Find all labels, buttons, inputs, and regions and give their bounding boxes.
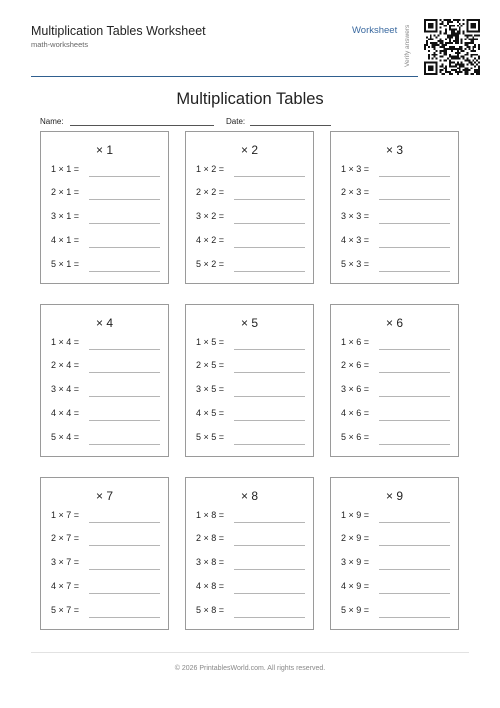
problem-text: 1 × 6 = xyxy=(341,337,370,347)
table-heading: × 4 xyxy=(95,316,113,330)
answer-line[interactable] xyxy=(379,223,450,224)
answer-line[interactable] xyxy=(89,444,160,445)
answer-line[interactable] xyxy=(234,545,305,546)
answer-line[interactable] xyxy=(89,223,160,224)
answer-line[interactable] xyxy=(379,372,450,373)
answer-line[interactable] xyxy=(89,593,160,594)
problem-text: 1 × 7 = xyxy=(51,510,80,520)
table-heading: × 7 xyxy=(95,489,113,503)
problem-text: 2 × 5 = xyxy=(196,360,225,370)
problem-text: 1 × 9 = xyxy=(341,510,370,520)
problem-text: 3 × 5 = xyxy=(196,384,225,394)
answer-line[interactable] xyxy=(89,372,160,373)
answer-line[interactable] xyxy=(379,349,450,350)
qr-code-icon[interactable] xyxy=(424,16,480,78)
answer-line[interactable] xyxy=(379,176,450,177)
table-heading: × 5 xyxy=(240,316,258,330)
table-box xyxy=(330,304,459,457)
problem-text: 3 × 2 = xyxy=(196,211,225,221)
problem-text: 4 × 8 = xyxy=(196,581,225,591)
problem-text: 3 × 3 = xyxy=(341,211,370,221)
problem-text: 3 × 4 = xyxy=(51,384,80,394)
problem-text: 4 × 7 = xyxy=(51,581,80,591)
answer-line[interactable] xyxy=(89,176,160,177)
problem-text: 1 × 1 = xyxy=(51,164,80,174)
answer-line[interactable] xyxy=(234,271,305,272)
table-box xyxy=(185,477,314,630)
problem-text: 2 × 4 = xyxy=(51,360,80,370)
problem-text: 5 × 5 = xyxy=(196,432,225,442)
problem-text: 5 × 6 = xyxy=(341,432,370,442)
answer-line[interactable] xyxy=(89,545,160,546)
answer-line[interactable] xyxy=(379,420,450,421)
answer-line[interactable] xyxy=(234,176,305,177)
footer-copyright: © 2026 PrintablesWorld.com. All rights reserved. xyxy=(174,665,326,672)
answer-line[interactable] xyxy=(234,247,305,248)
answer-line[interactable] xyxy=(234,420,305,421)
answer-line[interactable] xyxy=(379,569,450,570)
answer-line[interactable] xyxy=(234,199,305,200)
answer-line[interactable] xyxy=(89,271,160,272)
problem-text: 3 × 7 = xyxy=(51,557,80,567)
date-field[interactable] xyxy=(250,125,331,126)
problem-text: 2 × 2 = xyxy=(196,187,225,197)
answer-line[interactable] xyxy=(89,396,160,397)
answer-line[interactable] xyxy=(379,545,450,546)
problem-text: 5 × 8 = xyxy=(196,605,225,615)
problem-text: 5 × 9 = xyxy=(341,605,370,615)
problem-text: 4 × 3 = xyxy=(341,235,370,245)
answer-line[interactable] xyxy=(234,617,305,618)
problem-text: 5 × 7 = xyxy=(51,605,80,615)
table-box xyxy=(330,477,459,630)
problem-text: 5 × 1 = xyxy=(51,259,80,269)
table-box xyxy=(330,131,459,284)
answer-line[interactable] xyxy=(379,522,450,523)
problem-text: 5 × 4 = xyxy=(51,432,80,442)
problem-text: 3 × 9 = xyxy=(341,557,370,567)
problem-text: 2 × 3 = xyxy=(341,187,370,197)
answer-line[interactable] xyxy=(234,569,305,570)
answer-line[interactable] xyxy=(234,396,305,397)
problem-text: 2 × 7 = xyxy=(51,533,80,543)
answer-line[interactable] xyxy=(89,617,160,618)
footer-divider xyxy=(31,652,469,653)
answer-line[interactable] xyxy=(379,444,450,445)
worksheet-link[interactable]: Worksheet xyxy=(352,25,398,36)
problem-text: 4 × 2 = xyxy=(196,235,225,245)
worksheet-header-subtitle: math-worksheets xyxy=(31,40,89,49)
problem-text: 3 × 1 = xyxy=(51,211,80,221)
name-field[interactable] xyxy=(70,125,214,126)
answer-line[interactable] xyxy=(89,522,160,523)
table-heading: × 1 xyxy=(95,143,113,157)
problem-text: 2 × 8 = xyxy=(196,533,225,543)
answer-line[interactable] xyxy=(89,247,160,248)
worksheet-header-title: Multiplication Tables Worksheet xyxy=(31,24,206,38)
table-heading: × 3 xyxy=(385,143,403,157)
answer-line[interactable] xyxy=(379,396,450,397)
problem-text: 1 × 3 = xyxy=(341,164,370,174)
problem-text: 1 × 8 = xyxy=(196,510,225,520)
problem-text: 4 × 6 = xyxy=(341,408,370,418)
answer-line[interactable] xyxy=(379,199,450,200)
table-box xyxy=(185,131,314,284)
problem-text: 4 × 9 = xyxy=(341,581,370,591)
table-box xyxy=(40,131,169,284)
answer-line[interactable] xyxy=(89,349,160,350)
problem-text: 5 × 2 = xyxy=(196,259,225,269)
problem-text: 5 × 3 = xyxy=(341,259,370,269)
problem-text: 2 × 6 = xyxy=(341,360,370,370)
answer-line[interactable] xyxy=(234,593,305,594)
answer-line[interactable] xyxy=(379,617,450,618)
table-heading: × 9 xyxy=(385,489,403,503)
problem-text: 3 × 8 = xyxy=(196,557,225,567)
answer-line[interactable] xyxy=(234,223,305,224)
verify-answers-label: Verify answers xyxy=(404,24,411,68)
answer-line[interactable] xyxy=(89,420,160,421)
problem-text: 4 × 1 = xyxy=(51,235,80,245)
problem-text: 3 × 6 = xyxy=(341,384,370,394)
answer-line[interactable] xyxy=(379,593,450,594)
problem-text: 1 × 2 = xyxy=(196,164,225,174)
problem-text: 4 × 4 = xyxy=(51,408,80,418)
answer-line[interactable] xyxy=(234,349,305,350)
name-label: Name: xyxy=(40,117,64,126)
answer-line[interactable] xyxy=(89,569,160,570)
answer-line[interactable] xyxy=(234,372,305,373)
table-heading: × 6 xyxy=(385,316,403,330)
answer-line[interactable] xyxy=(234,522,305,523)
problem-text: 1 × 4 = xyxy=(51,337,80,347)
page-title: Multiplication Tables xyxy=(176,90,324,108)
table-heading: × 8 xyxy=(240,489,258,503)
table-box xyxy=(185,304,314,457)
answer-line[interactable] xyxy=(234,444,305,445)
answer-line[interactable] xyxy=(89,199,160,200)
problem-text: 2 × 1 = xyxy=(51,187,80,197)
date-label: Date: xyxy=(226,117,246,126)
table-box xyxy=(40,304,169,457)
problem-text: 2 × 9 = xyxy=(341,533,370,543)
problem-text: 4 × 5 = xyxy=(196,408,225,418)
problem-text: 1 × 5 = xyxy=(196,337,225,347)
header-divider xyxy=(31,76,418,77)
answer-line[interactable] xyxy=(379,271,450,272)
table-box xyxy=(40,477,169,630)
answer-line[interactable] xyxy=(379,247,450,248)
table-heading: × 2 xyxy=(240,143,258,157)
